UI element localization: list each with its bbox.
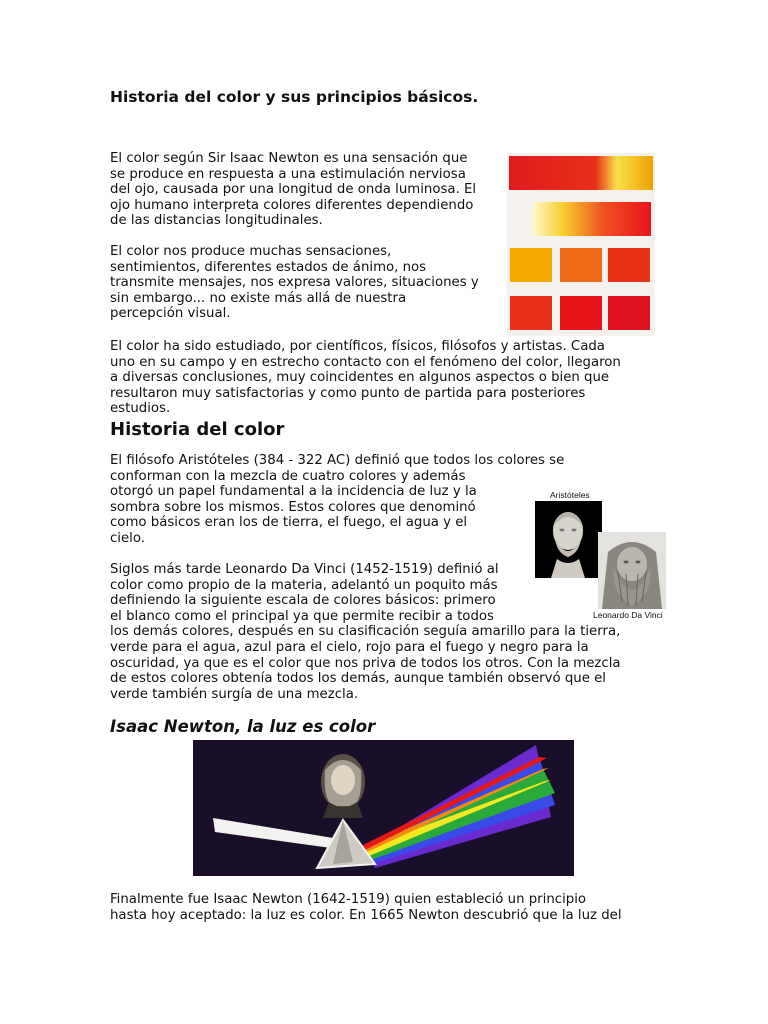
intro-paragraph-2: El color nos produce muchas sensaciones, sentimientos, diferentes estados de ánimo, nos transmite mensajes, nos expresa valores, situaciones y sin embargo... no existe más allá de nuestra percepción visual. [110,244,479,322]
newton-prism-image [193,740,574,876]
davinci-portrait [598,532,666,609]
section-heading-newton: Isaac Newton, la luz es color [110,717,376,736]
color-swatches-image [507,153,655,336]
intro-paragraph-3: El color ha sido estudiado, por científicos, físicos, filósofos y artistas. Cada uno en su campo y en estrecho contacto con el fenómeno del color, llegaron a diversas conclusiones, muy coincidentes en algunos aspectos o bien que resultaron muy satisfactorias y como punto de partida para posteriores estudios. [110,339,621,417]
aristoteles-portrait [535,501,602,578]
aristoteles-paragraph: El filósofo Aristóteles (384 - 322 AC) definió que todos los colores se conforman con la mezcla de cuatro colores y además otorgó un papel fundamental a la incidencia de luz y la sombra sobre los mismos. Estos colores que denominó como básicos eran los de tierra, el fuego, el agua y el cielo. [110,453,565,546]
newton-paragraph: Finalmente fue Isaac Newton (1642-1519) quien estableció un principio hasta hoy aceptado: la luz es color. En 1665 Newton descubrió que la luz del [110,892,622,923]
section-heading-historia: Historia del color [110,419,285,440]
page-title: Historia del color y sus principios básicos. [110,88,479,106]
intro-paragraph-1: El color según Sir Isaac Newton es una sensación que se produce en respuesta a una estimulación nerviosa del ojo, causada por una longitud de onda luminosa. El ojo humano interpreta colores diferentes dependiendo de las distancias longitudinales. [110,151,477,229]
davinci-paragraph: Siglos más tarde Leonardo Da Vinci (1452-1519) definió al color como propio de la materia, adelantó un poquito más definiendo la siguiente escala de colores básicos: primero el blanco como el principal ya que permite recibir a todos los demás colores, después en su clasificación seguía amarillo para la tierra, verde para el agua, azul para el cielo, rojo para el fuego y negro para la oscuridad, ya que es el color que nos priva de todos los otros. Con la mezcla de estos colores obtenía todos los demás, aunque también observó que el verde también surgía de una mezcla. [110,562,621,702]
aristoteles-caption: Aristóteles [550,490,590,500]
davinci-caption: Leonardo Da Vinci [593,610,663,620]
